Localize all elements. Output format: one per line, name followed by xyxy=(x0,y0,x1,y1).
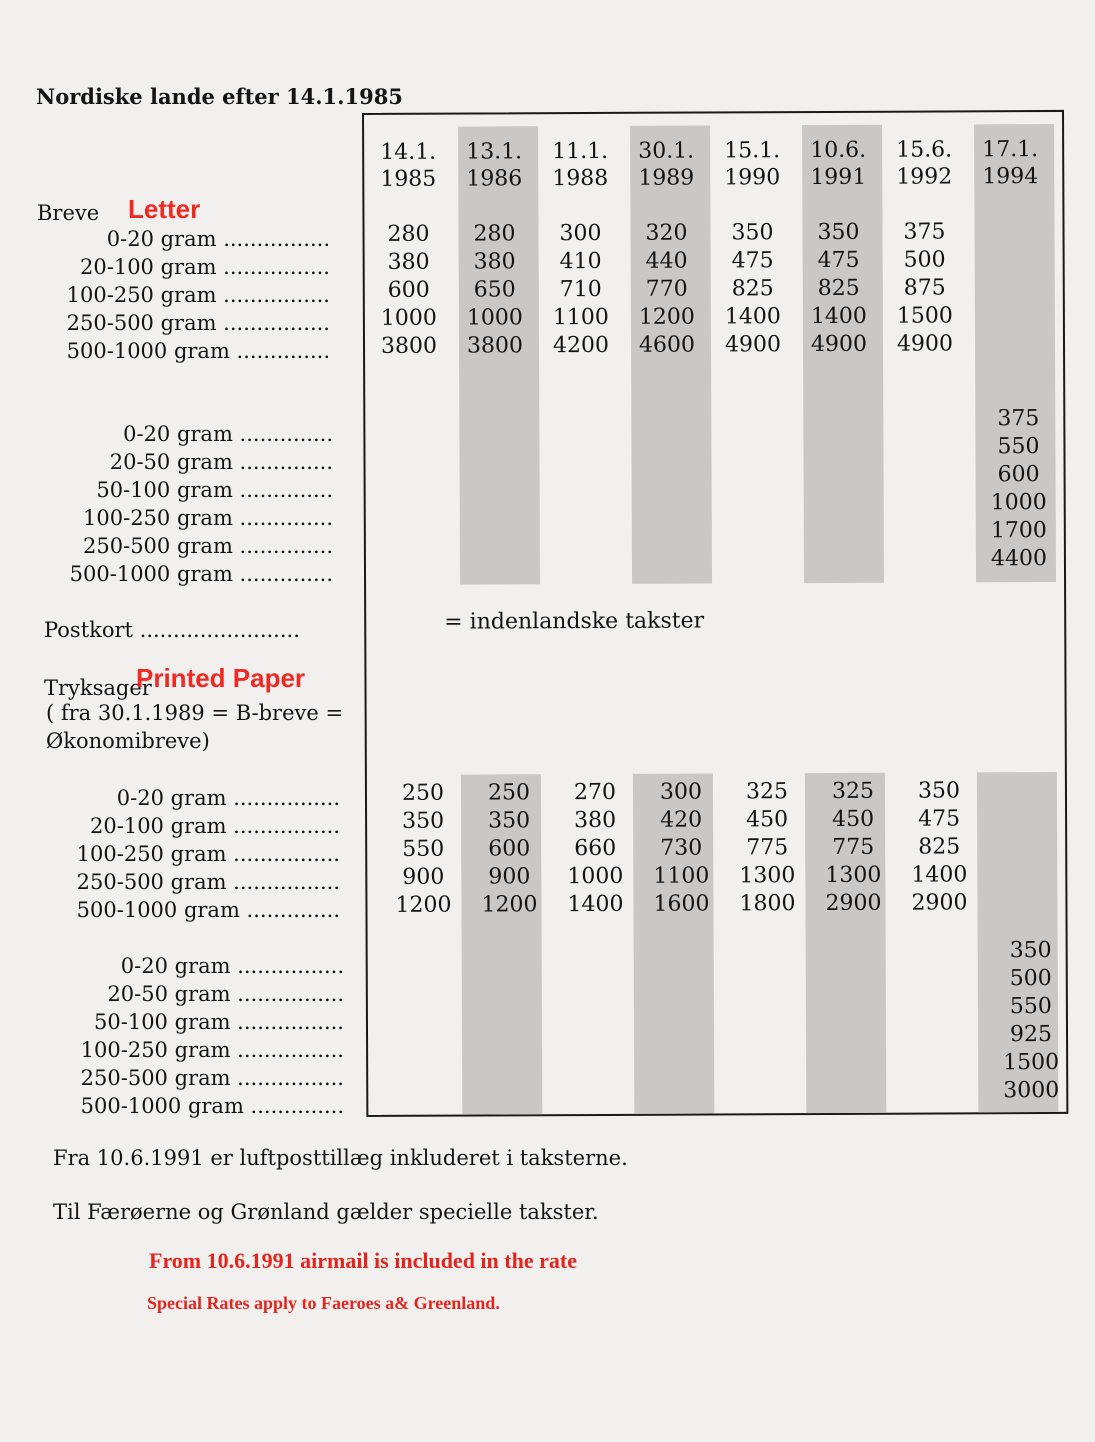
weight-label: 0-20 gram ................ xyxy=(106,227,330,251)
special-rates-english: Special Rates apply to Faeroes a& Greenland. xyxy=(147,1293,500,1313)
weight-label: 500-1000 gram .............. xyxy=(80,1094,344,1118)
letter-rate-cell: 1400 xyxy=(724,304,781,330)
weight-label: 100-250 gram ................ xyxy=(80,1038,344,1062)
printed-rate-cell: 1400 xyxy=(567,891,624,918)
letter-rate-cell: 1500 xyxy=(896,303,953,329)
letter-rate-cell: 475 xyxy=(817,247,860,274)
letter-rate-cell: 4900 xyxy=(810,331,868,358)
letter-rate-cell: 300 xyxy=(559,220,602,247)
printed-rate-cell: 380 xyxy=(574,807,617,834)
weight-label: 250-500 gram ................ xyxy=(66,311,330,335)
special-rates-note: Til Færøerne og Grønland gælder specielle takster. xyxy=(53,1200,599,1224)
weight-label: 50-100 gram ................ xyxy=(94,1010,344,1034)
column-header xyxy=(795,137,881,191)
postcard-label: Postkort ........................ xyxy=(44,618,300,642)
printed-rate-cell: 730 xyxy=(660,835,703,861)
printed-rate-cell: 775 xyxy=(746,835,789,861)
printed-rate-1994-cell: 3000 xyxy=(1003,1077,1060,1104)
printed-rate-cell: 1100 xyxy=(653,863,710,889)
printed-rate-cell: 1400 xyxy=(911,862,968,888)
letter-rate-cell: 475 xyxy=(731,248,774,274)
column-header xyxy=(623,137,709,191)
printed-rate-1994-cell: 500 xyxy=(1009,965,1052,992)
letter-rate-cell: 3800 xyxy=(380,333,438,359)
letter-rate-cell: 3800 xyxy=(466,333,524,359)
weight-label: 100-250 gram .............. xyxy=(83,506,333,530)
letter-rate-cell: 825 xyxy=(731,276,774,302)
printed-rate-cell: 1300 xyxy=(739,863,796,889)
letter-rate-cell: 4200 xyxy=(552,332,610,359)
weight-label: 500-1000 gram .............. xyxy=(76,898,340,922)
letter-rate-cell: 380 xyxy=(473,249,516,275)
column-header-year: 1990 xyxy=(724,165,781,191)
column-header-year: 1988 xyxy=(552,165,609,192)
letter-rate-cell: 650 xyxy=(473,277,516,303)
letter-rate-cell: 350 xyxy=(817,219,860,246)
printed-rate-cell: 450 xyxy=(832,806,875,832)
printed-rate-cell: 1300 xyxy=(825,862,882,888)
printed-rate-cell: 270 xyxy=(573,779,617,806)
column-header-date: 13.1. xyxy=(466,139,523,165)
weight-label: 20-50 gram ................ xyxy=(107,982,344,1006)
column-header-date: 10.6. xyxy=(810,137,867,164)
printed-rate-1994-cell: 925 xyxy=(1009,1021,1053,1048)
printed-rate-cell: 2900 xyxy=(911,890,968,916)
letter-rate-cell: 410 xyxy=(559,248,602,275)
printed-rate-cell: 1200 xyxy=(481,892,538,918)
letter-rate-1994-cell: 1000 xyxy=(990,490,1047,516)
weight-label: 250-500 gram ................ xyxy=(76,870,340,894)
printed-rate-cell: 900 xyxy=(488,864,531,890)
printed-rate-cell: 450 xyxy=(746,807,789,833)
letter-rate-cell: 320 xyxy=(645,220,688,246)
printed-rate-cell: 1600 xyxy=(653,891,710,917)
letter-rate-cell: 4900 xyxy=(896,331,954,357)
printed-rate-cell: 660 xyxy=(574,835,617,862)
column-header-year: 1989 xyxy=(638,165,695,191)
weight-label: 500-1000 gram .............. xyxy=(69,562,333,586)
printed-rate-cell: 475 xyxy=(918,806,961,832)
letter-rate-cell: 875 xyxy=(903,275,946,301)
weight-label: 20-50 gram .............. xyxy=(109,450,333,474)
letter-rate-cell: 440 xyxy=(645,248,688,274)
printed-rate-cell: 350 xyxy=(402,808,445,834)
weight-label: 0-20 gram ................ xyxy=(120,954,344,978)
printed-rate-cell: 250 xyxy=(401,780,445,806)
column-header-date: 15.1. xyxy=(724,138,781,164)
printed-rate-1994-cell: 550 xyxy=(1009,993,1052,1020)
printed-rate-1994-cell: 1500 xyxy=(1003,1049,1060,1076)
weight-label: 50-100 gram .............. xyxy=(96,478,333,502)
column-header-date: 30.1. xyxy=(638,138,695,164)
column-header-date: 14.1. xyxy=(380,139,437,165)
letter-rate-cell: 280 xyxy=(387,221,430,247)
printed-rate-cell: 325 xyxy=(745,779,789,805)
weight-label: 20-100 gram ................ xyxy=(90,814,340,838)
letter-rate-cell: 380 xyxy=(387,249,430,275)
printed-rate-cell: 350 xyxy=(917,778,961,804)
letters-heading: Breve xyxy=(37,201,100,225)
legend-domestic-rates: = indenlandske takster xyxy=(444,608,705,635)
printed-note-line1: ( fra 30.1.1989 = B-breve = xyxy=(46,701,344,725)
column-header-year: 1994 xyxy=(982,164,1039,190)
printed-rate-1994-cell: 350 xyxy=(1009,937,1052,964)
printed-rate-cell: 825 xyxy=(918,834,961,860)
printed-rate-cell: 550 xyxy=(402,836,445,862)
letter-rate-cell: 770 xyxy=(645,276,688,302)
weight-label: 20-100 gram ................ xyxy=(80,255,330,279)
printed-rate-cell: 420 xyxy=(660,807,703,833)
column-header xyxy=(537,138,623,192)
column-header-date: 17.1. xyxy=(982,137,1039,163)
airmail-note-english: From 10.6.1991 airmail is included in the rate xyxy=(149,1248,577,1273)
column-header xyxy=(451,138,537,192)
column-header-date: 15.6. xyxy=(896,137,953,163)
printed-rate-cell: 900 xyxy=(402,864,445,890)
column-header xyxy=(365,139,451,193)
letter-rate-cell: 710 xyxy=(559,276,602,303)
letter-annotation: Letter xyxy=(128,194,201,224)
rate-table xyxy=(362,110,1068,1117)
letter-rate-1994-cell: 550 xyxy=(997,434,1040,460)
column-header-year: 1992 xyxy=(896,164,953,190)
letter-rate-cell: 825 xyxy=(817,275,860,302)
letter-rate-cell: 350 xyxy=(731,220,774,246)
printed-rate-cell: 1000 xyxy=(567,863,624,890)
weight-label: 100-250 gram ................ xyxy=(76,842,340,866)
weight-label: 0-20 gram .............. xyxy=(123,422,333,446)
letter-rate-cell: 375 xyxy=(903,219,946,245)
letter-rate-cell: 4900 xyxy=(724,332,782,358)
weight-label: 250-500 gram .............. xyxy=(83,534,333,558)
letter-rate-cell: 600 xyxy=(387,277,430,303)
column-header xyxy=(967,136,1053,190)
column-header-year: 1991 xyxy=(810,164,867,191)
column-header-year: 1985 xyxy=(380,166,437,192)
column-header-date: 11.1. xyxy=(552,138,609,165)
printed-rate-cell: 2900 xyxy=(825,890,882,916)
printed-rate-cell: 1200 xyxy=(395,892,452,918)
printed-rate-cell: 350 xyxy=(488,808,531,834)
letter-rate-cell: 1100 xyxy=(552,304,609,331)
column-header xyxy=(709,137,795,191)
letter-rate-cell: 1200 xyxy=(638,304,695,330)
letter-rate-cell: 280 xyxy=(473,221,516,247)
letter-rate-cell: 500 xyxy=(903,247,946,273)
printed-rate-cell: 600 xyxy=(488,836,531,862)
letter-rate-1994-cell: 600 xyxy=(997,462,1040,488)
letter-rate-1994-cell: 1700 xyxy=(990,518,1047,544)
letter-rate-cell: 1000 xyxy=(466,305,523,331)
printed-rate-cell: 300 xyxy=(659,779,703,805)
letter-rate-1994-cell: 4400 xyxy=(990,546,1048,572)
page-title: Nordiske lande efter 14.1.1985 xyxy=(36,84,403,109)
column-header-year: 1986 xyxy=(466,166,523,192)
printed-rate-cell: 775 xyxy=(832,834,875,860)
airmail-note: Fra 10.6.1991 er luftposttillæg inkluderet i taksterne. xyxy=(53,1146,628,1170)
printed-rate-cell: 325 xyxy=(831,778,875,804)
letter-rate-cell: 1000 xyxy=(380,305,437,331)
weight-label: 0-20 gram ................ xyxy=(116,786,340,810)
printed-note-line2: Økonomibreve) xyxy=(46,729,210,753)
weight-label: 250-500 gram ................ xyxy=(80,1066,344,1090)
printed-rate-cell: 250 xyxy=(487,780,531,806)
letter-rate-cell: 4600 xyxy=(638,332,696,358)
printed-rate-cell: 1800 xyxy=(739,891,796,917)
letter-rate-cell: 1400 xyxy=(810,303,867,330)
weight-label: 100-250 gram ................ xyxy=(66,283,330,307)
weight-label: 500-1000 gram .............. xyxy=(66,339,330,363)
letter-rate-1994-cell: 375 xyxy=(997,406,1040,432)
printed-heading: Tryksager xyxy=(44,676,152,700)
column-header xyxy=(881,136,967,190)
printed-paper-annotation: Printed Paper xyxy=(136,663,306,693)
